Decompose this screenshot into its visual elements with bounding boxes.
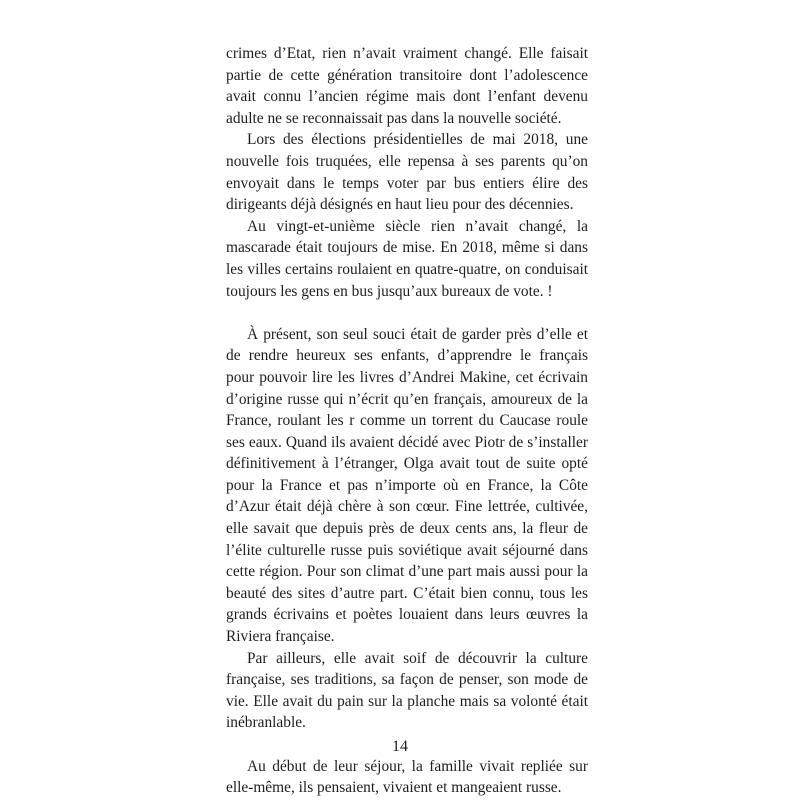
paragraph-1: crimes d’Etat, rien n’avait vraiment changé. Elle faisait partie de cette génération transitoire dont l’adolescence avait connu l’ancien régime mais dont l’enfant devenu adulte ne se reconnaissait pas dans la nouvelle société. (226, 45, 588, 127)
paragraph-3: Au vingt-et-unième siècle rien n’avait changé, la mascarade était toujours de mise. En 2018, même si dans les villes certains roulaient en quatre-quatre, on conduisait toujours les gens en bus jusqu’aux bureaux de vote. ! (226, 217, 588, 300)
paragraph-6: Au début de leur séjour, la famille vivait repliée sur elle-même, ils pensaient, vivaient et mangeaient russe. (226, 757, 588, 797)
paragraph-5: Par ailleurs, elle avait soif de découvrir la culture française, ses traditions, sa façon de penser, son mode de vie. Elle avait du pain sur la planche mais sa volonté était inébranlable. (226, 649, 588, 732)
body-text (226, 43, 588, 799)
page-number: 14 (392, 738, 408, 755)
paragraph-2: Lors des élections présidentielles de mai 2018, une nouvelle fois truquées, elle repensa à ses parents qu’on envoyait dans le temps voter par bus entiers élire des dirigeants déjà désignés en haut lieu pour des décennies. (226, 131, 588, 214)
paragraph-gap (226, 302, 588, 324)
paragraph-4: À présent, son seul souci était de garder près d’elle et de rendre heureux ses enfants, d’apprendre le français pour pouvoir lire les livres d’Andrei Makine, cet écrivain d’origine russe qui n’écrit qu’en français, amoureux de la France, roulant les r comme un torrent du Caucase roule ses eaux. Quand ils avaient décidé avec Piotr de s’installer définitivement à l’étranger, Olga avait tout de suite opté pour la France et pas n’importe où en France, la Côte d’Azur était déjà chère à son cœur. Fine lettrée, cultivée, elle savait que depuis près de deux cents ans, la fleur de l’élite culturelle russe puis soviétique avait séjourné dans cette région. Pour son climat d’une part mais aussi pour la beauté des sites d’autre part. C’était bien connu, tous les grands écrivains et poètes louaient dans leurs œuvres la Riviera française. (226, 325, 588, 646)
